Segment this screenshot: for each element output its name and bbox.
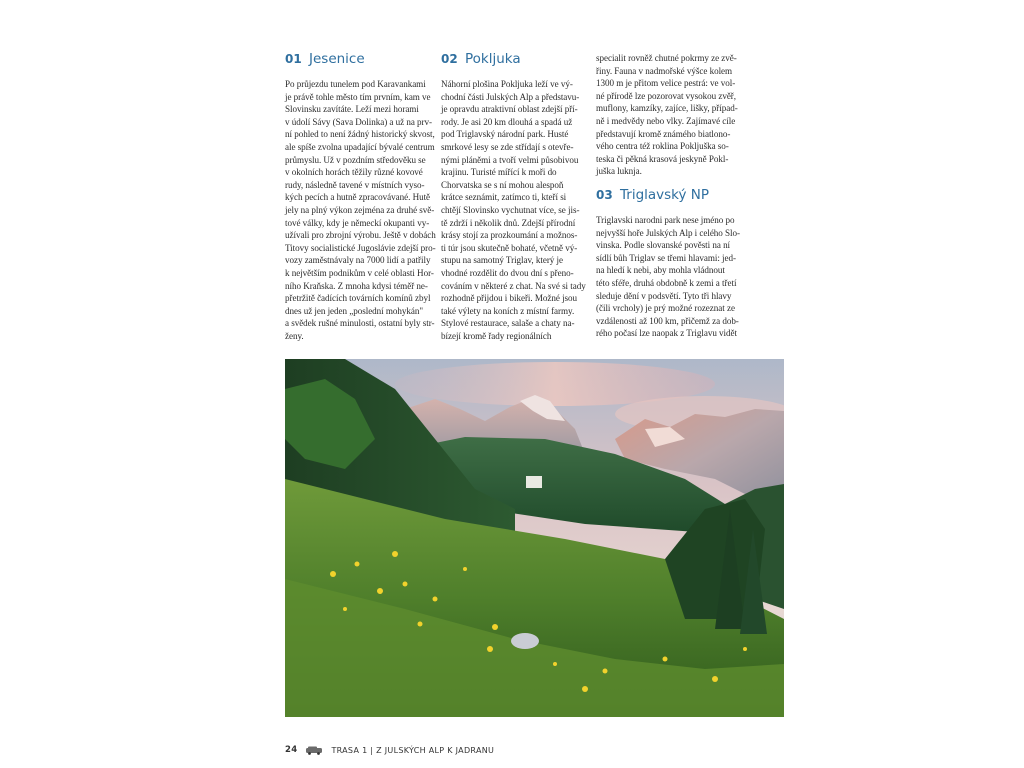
text-line: Po průjezdu tunelem pod Karavankami — [285, 79, 426, 89]
section-body-triglav — [596, 214, 740, 340]
text-line: rudy, následně tavené v místních vyso- — [285, 179, 425, 190]
section-title: Pokljuka — [465, 51, 521, 67]
text-line: bízejí kromě řady regionálních — [441, 330, 552, 341]
text-line: vhodné rozdělit do dvou dní s přeno- — [441, 267, 574, 278]
text-line: tě zdrží i několik dnů. Zdejší přírodní — [441, 217, 576, 228]
text-line: této sféře, druhá obdobně k zemi a třetí — [596, 277, 737, 288]
text-line: juška luknja. — [596, 166, 642, 177]
text-line: (čili vrcholy) je prý možné rozeznat ze — [596, 303, 735, 314]
column-triglav — [596, 52, 740, 340]
column-pokljuka — [441, 50, 585, 342]
text-line: krajinu. Turisté mířící k moři do — [441, 167, 557, 178]
section-number: 03 — [596, 187, 613, 202]
text-line: je opravdu atraktivní oblast zdejší pří- — [441, 104, 578, 115]
text-line: ti túr jsou skutečně bohaté, včetně vý- — [441, 242, 578, 253]
section-title: Jesenice — [309, 51, 365, 67]
text-line: 1300 m je přitom velice pestrá: ve vol- — [596, 78, 736, 89]
text-line: Chorvatska se s ní mohou alespoň — [441, 179, 564, 190]
text-line: chodní části Julských Alp a představu- — [441, 91, 580, 102]
text-line: Triglavski narodni park nese jméno po — [596, 214, 735, 225]
text-line: rého počasí lze naopak z Triglavu vidět — [596, 328, 737, 339]
section-title: Triglavský NP — [620, 186, 710, 203]
section-body-pokljuka — [441, 78, 585, 342]
text-line: vého centra též roklina Pokljuška so- — [596, 141, 729, 152]
text-line: také výlety na koních z místní farmy. — [441, 305, 575, 316]
pokljuka-continuation — [596, 52, 740, 178]
text-line: je právě tohle město tím prvním, kam ve — [285, 91, 431, 102]
text-line: nými pláněmi a tvoří velmi působivou — [441, 154, 579, 165]
text-line: ně i medvědy nebo vlky. Zajímavé cíle — [596, 115, 736, 126]
text-line: ní pohled to není žádný historický skvost, — [285, 129, 435, 140]
text-line: smrkové lesy se zde střídají s otevře- — [441, 141, 574, 152]
text-line: kých pecích a hutně zpracovávané. Hutě — [285, 192, 431, 203]
text-line: stupu na samotný Triglav, který je — [441, 255, 563, 266]
section-heading-pokljuka — [441, 50, 585, 68]
text-line: Stylové restaurace, salaše a chaty na- — [441, 318, 575, 329]
text-line: sídlí bůh Triglav se třemi hlavami: jed- — [596, 252, 736, 263]
text-line: Slovinsku zavítáte. Leží mezi horami — [285, 104, 419, 115]
text-line: muflony, kamzíky, zajíce, lišky, případ- — [596, 103, 738, 114]
text-line: cováním v některé z chat. Na své si tady — [441, 280, 586, 291]
section-number: 01 — [285, 52, 302, 66]
section-heading-jesenice — [285, 50, 429, 68]
text-line: vinska. Podle slovanské pověsti na ní — [596, 240, 731, 251]
text-line: chtějí Slovinsko vychutnat více, se jis- — [441, 204, 580, 215]
text-line: ale spíše zvolna upadající bývalé centrum — [285, 141, 435, 152]
alpine-meadow-photo — [285, 359, 784, 717]
text-line: přetržitě čadících továrních komínů zbyl — [285, 293, 431, 304]
page-number: 24 — [285, 745, 298, 755]
text-line: jely na plný výkon zejména za druhé svě- — [285, 204, 435, 215]
text-line: krátce seznámit, zatímco ti, kteří si — [441, 192, 567, 203]
text-line: k největším podnikům v celé oblasti Hor- — [285, 267, 434, 278]
text-line: vozy zaměstnávaly na 7000 lidí a patřily — [285, 255, 431, 266]
text-line: na hledí k nebi, aby mohla vládnout — [596, 265, 725, 276]
text-line: užívali pro zbrojní výrobu. Ještě v dobách — [285, 230, 436, 241]
text-line: nejvyšší hoře Julských Alp i celého Slo- — [596, 227, 740, 238]
text-line: průmyslu. Už v pozdním středověku se — [285, 154, 426, 165]
text-line: v okolních horách těžily různé kovové — [285, 167, 423, 178]
section-body-jesenice — [285, 78, 436, 342]
text-line: dnes už jen jeden „poslední mohykán" — [285, 305, 424, 316]
section-number: 02 — [441, 52, 458, 66]
text-line: rozhodně přijdou i bikeři. Možné jsou — [441, 293, 578, 304]
text-line: specialit rovněž chutné pokrmy ze zvě- — [596, 53, 737, 63]
page-footer — [285, 743, 494, 757]
text-line: vzdálenosti až 100 km, přičemž za dob- — [596, 315, 739, 326]
text-line: Titovy socialistické Jugoslávie zdejší pro- — [285, 242, 436, 253]
text-line: pod Triglavský národní park. Husté — [441, 129, 569, 140]
text-line: ženy. — [285, 330, 304, 341]
car-icon — [305, 746, 323, 755]
text-line: představují kromě známého biatlono- — [596, 128, 731, 139]
text-line: ního Kraňska. Z mnoha kdysi téměř ne- — [285, 280, 428, 291]
text-line: Náhorní plošina Pokljuka leží ve vý- — [441, 79, 573, 89]
text-line: né přírodě lze pozorovat vysokou zvěř, — [596, 90, 737, 101]
text-line: rody. Je asi 20 km dlouhá a spadá už — [441, 116, 573, 127]
section-heading-triglav — [596, 186, 740, 204]
text-line: a svědek rušné minulosti, ostatní byly str- — [285, 318, 435, 329]
text-line: sleduje dění v podsvětí. Tyto tři hlavy — [596, 290, 732, 301]
text-line: řiny. Fauna v nadmořské výšce kolem — [596, 65, 733, 76]
column-jesenice — [285, 50, 436, 342]
text-line: tové války, kdy je německí okupanti vy- — [285, 217, 430, 228]
route-label: TRASA 1 | Z JULSKÝCH ALP K JADRANU — [331, 745, 495, 755]
text-line: v údolí Sávy (Sava Dolinka) a už na prv- — [285, 116, 432, 127]
text-line: teska či pěkná krasová jeskyně Pokl- — [596, 153, 729, 164]
text-line: krásy stojí za prozkoumání a možnos- — [441, 230, 578, 241]
